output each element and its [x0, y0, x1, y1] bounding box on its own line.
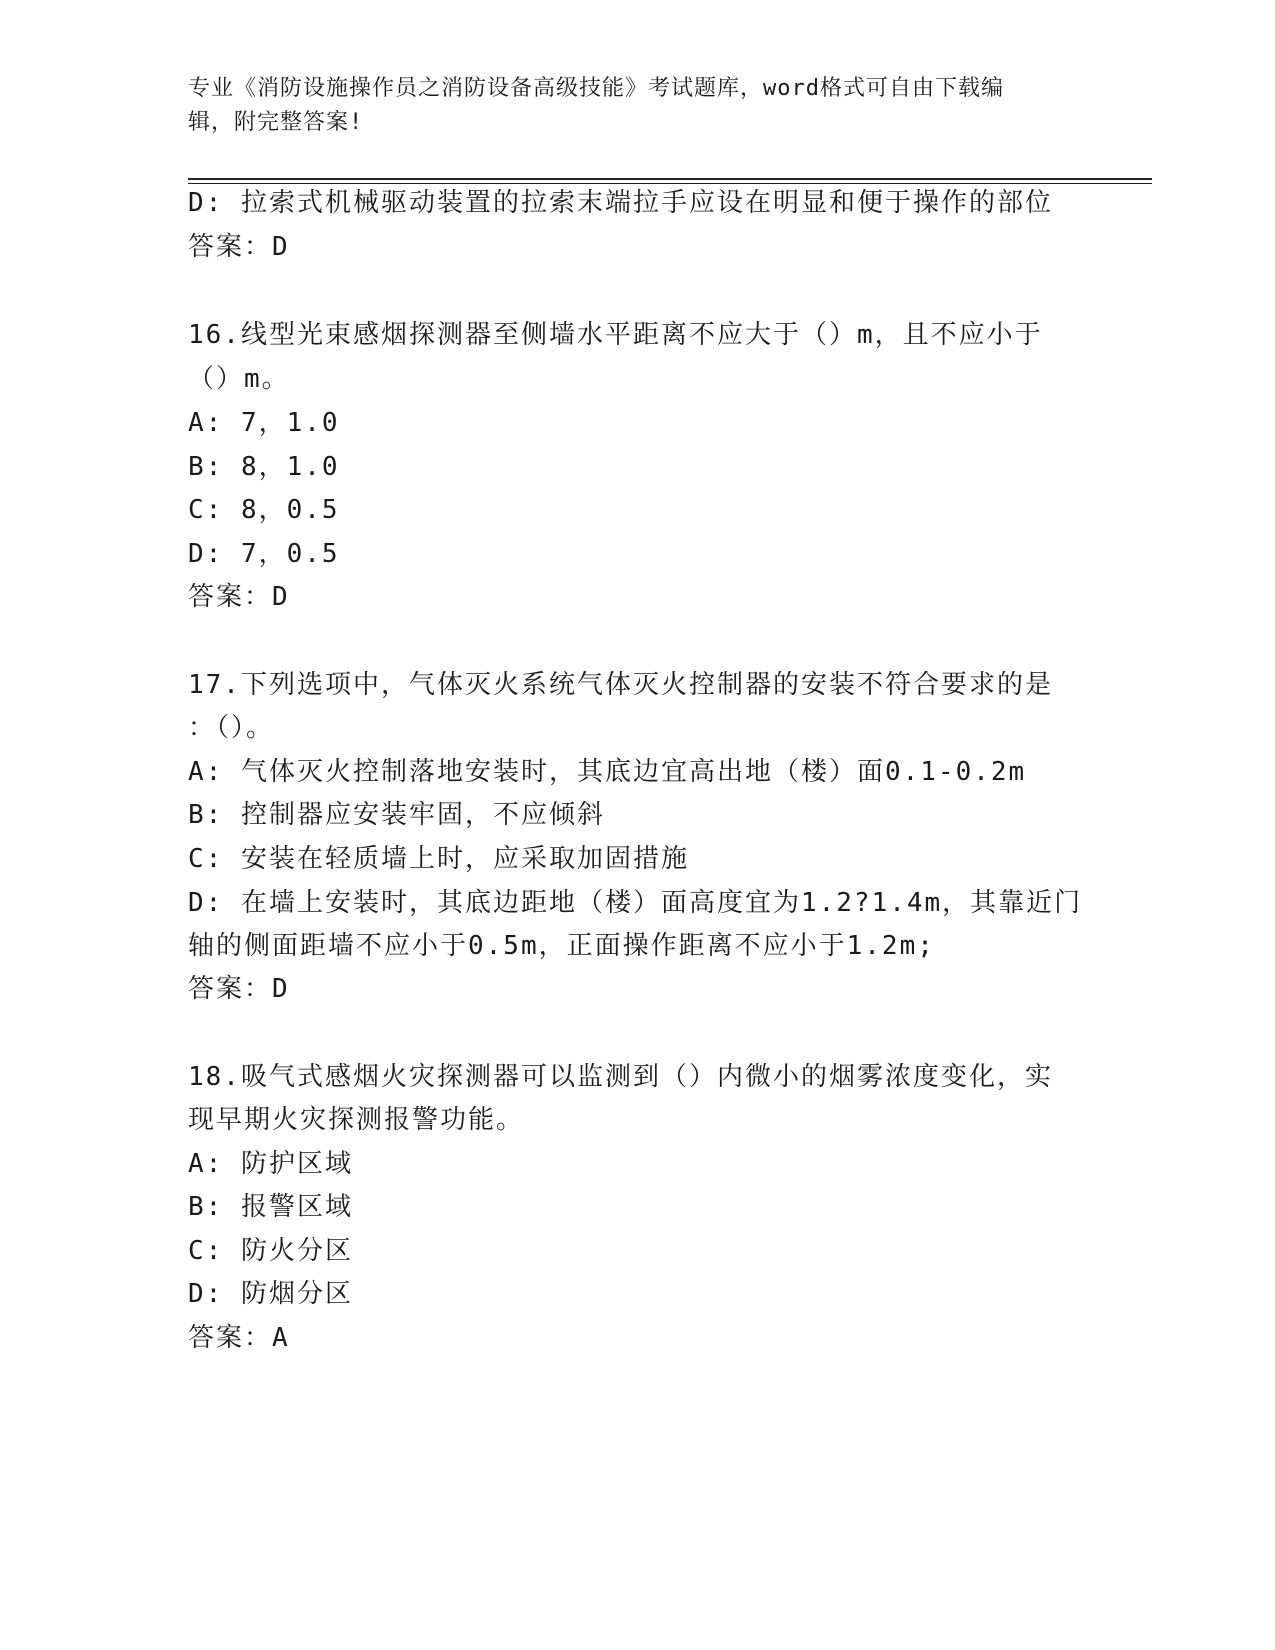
- q18-option-b: B: 报警区域: [188, 1192, 353, 1222]
- q17-answer: 答案：D: [188, 974, 290, 1004]
- q17-option-d-line-2: 轴的侧面距墙不应小于0.5m，正面操作距离不应小于1.2m;: [188, 931, 935, 961]
- q17-option-d-line-1: D: 在墙上安装时，其底边距地（楼）面高度宜为1.2?1.4m，其靠近门: [188, 888, 1083, 918]
- q16-option-c: C: 8，0.5: [188, 495, 340, 525]
- q18-stem-line-1: 18.吸气式感烟火灾探测器可以监测到（）内微小的烟雾浓度变化，实: [188, 1062, 1053, 1092]
- q16-option-b: B: 8，1.0: [188, 452, 340, 482]
- q17-stem-line-2: ：（）。: [188, 713, 275, 743]
- header-divider-thin: [188, 183, 1152, 184]
- q15-answer: 答案：D: [188, 232, 290, 262]
- header-line-2: 辑，附完整答案!: [188, 110, 364, 135]
- q17-option-b: B: 控制器应安装牢固，不应倾斜: [188, 800, 605, 830]
- document-header: [188, 72, 1068, 140]
- q16-option-a: A: 7，1.0: [188, 408, 340, 438]
- q17-option-c: C: 安装在轻质墙上时，应采取加固措施: [188, 844, 689, 874]
- q17-option-a: A: 气体灭火控制落地安装时，其底边宜高出地（楼）面0.1-0.2m: [188, 757, 1027, 787]
- q16-stem-line-2: （）m。: [188, 364, 290, 394]
- header-divider-thick: [188, 178, 1152, 180]
- q17-stem-line-1: 17.下列选项中，气体灭火系统气体灭火控制器的安装不符合要求的是: [188, 670, 1053, 700]
- header-line-1: 专业《消防设施操作员之消防设备高级技能》考试题库，word格式可自由下载编: [188, 76, 1004, 101]
- q18-option-d: D: 防烟分区: [188, 1279, 353, 1309]
- q16-answer: 答案：D: [188, 582, 290, 612]
- q18-stem-line-2: 现早期火灾探测报警功能。: [188, 1105, 525, 1135]
- q18-option-c: C: 防火分区: [188, 1236, 353, 1266]
- q16-option-d: D: 7，0.5: [188, 539, 340, 569]
- q15-option-d: D: 拉索式机械驱动装置的拉索末端拉手应设在明显和便于操作的部位: [188, 188, 1053, 218]
- q18-answer: 答案：A: [188, 1323, 290, 1353]
- q16-stem-line-1: 16.线型光束感烟探测器至侧墙水平距离不应大于（）m，且不应小于: [188, 320, 1043, 350]
- q18-option-a: A: 防护区域: [188, 1149, 353, 1179]
